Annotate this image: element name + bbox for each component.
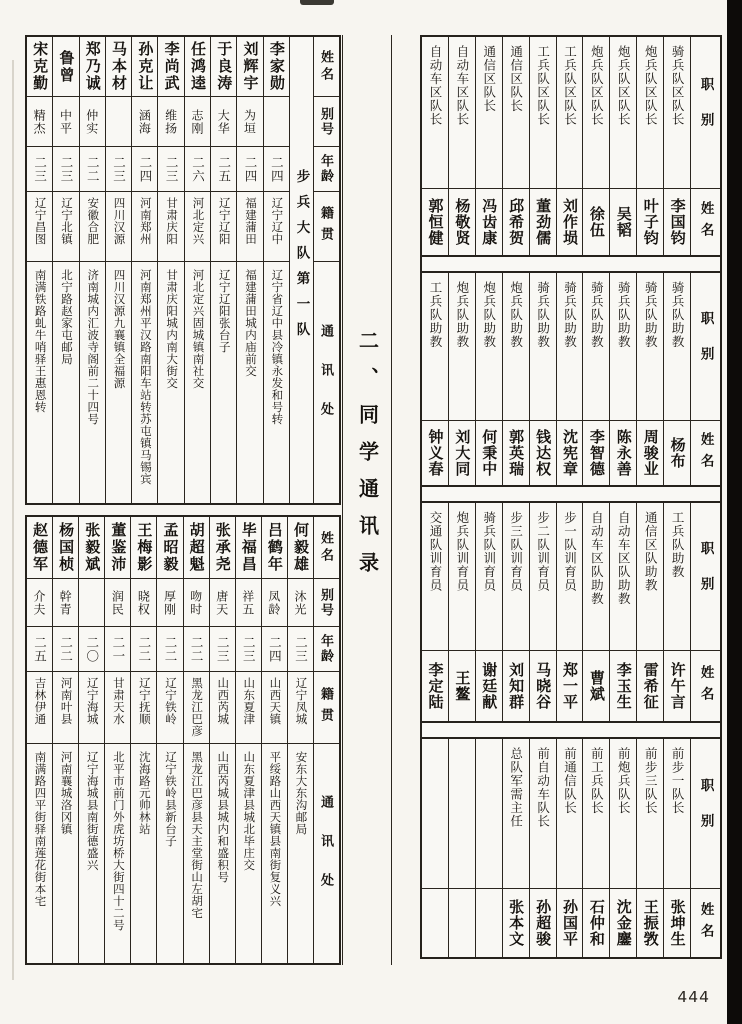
staff-name-cell: 李玉生 (614, 662, 631, 710)
lower-roster-table (25, 515, 341, 965)
person-origin-cell: 山东夏津 (236, 672, 261, 744)
person-age-cell: 二三 (158, 147, 183, 192)
person-column (157, 37, 183, 503)
staff-name-cell (422, 889, 448, 957)
person-column (209, 517, 235, 963)
staff-name-cell: 李定陆 (426, 662, 443, 710)
staff-column (636, 739, 663, 957)
duty-header: 职别 (691, 739, 720, 889)
row-header: 别号 (314, 579, 339, 627)
person-name-cell: 刘辉宇 (237, 37, 262, 97)
person-origin-cell: 辽宁抚顺 (131, 672, 156, 744)
person-alias-cell: 涵海 (132, 97, 157, 147)
person-age-cell: 二二 (184, 627, 209, 672)
person-address-cell: 河南郑州平汉路南阳车站转苏屯镇马锡宾 (138, 269, 151, 485)
person-origin-cell: 山西芮城 (210, 672, 235, 744)
staff-column (529, 37, 556, 255)
staff-column (448, 739, 475, 957)
person-name-cell: 董鉴沛 (105, 517, 130, 579)
staff-column (663, 273, 690, 485)
person-column (236, 37, 262, 503)
person-column (210, 37, 236, 503)
person-column (130, 517, 156, 963)
person-origin-cell: 河南叶县 (53, 672, 78, 744)
staff-column (502, 503, 529, 721)
person-address-cell: 辽宁辽阳张台子 (217, 269, 230, 353)
row-header-column (313, 517, 339, 963)
scan-speck (300, 0, 334, 5)
staff-column (448, 503, 475, 721)
person-age-cell: 二三 (210, 627, 235, 672)
person-age-cell: 二四 (237, 147, 262, 192)
person-age-cell: 二二 (131, 627, 156, 672)
person-name-cell: 王梅影 (131, 517, 156, 579)
person-address-cell: 济南城内汇波寺阁前二十四号 (86, 269, 99, 425)
staff-name-cell: 谢廷献 (480, 662, 497, 710)
person-age-cell: 二二 (157, 627, 182, 672)
row-header: 年龄 (314, 627, 339, 672)
person-address-cell: 安东大东沟邮局 (294, 751, 307, 835)
row-header-column (313, 37, 339, 503)
staff-header-column (690, 503, 720, 721)
staff-duty-cell (449, 739, 475, 889)
staff-duty-cell: 骑兵队训育员 (476, 503, 502, 651)
staff-column (609, 37, 636, 255)
person-name-cell: 张承尧 (210, 517, 235, 579)
staff-name-cell: 孙超骏 (534, 899, 551, 947)
staff-duty-cell (422, 739, 448, 889)
person-name-cell: 杨国桢 (53, 517, 78, 579)
person-origin-cell: 辽宁北镇 (53, 192, 78, 262)
staff-header-column (690, 37, 720, 255)
staff-name-cell: 钟义春 (426, 429, 443, 477)
staff-table (420, 35, 722, 959)
person-column (131, 37, 157, 503)
person-alias-cell (79, 579, 104, 627)
person-address-cell: 沈海路元帅林站 (137, 751, 150, 835)
person-column (27, 517, 52, 963)
staff-duty-cell: 步三队训育员 (503, 503, 529, 651)
staff-header-column (690, 273, 720, 485)
row-header: 姓名 (314, 37, 339, 97)
row-header: 姓名 (314, 517, 339, 579)
staff-column (609, 273, 636, 485)
person-age-cell: 二三 (288, 627, 313, 672)
name-header: 姓名 (698, 200, 714, 244)
staff-duty-cell: 炮兵队区队长 (583, 37, 609, 189)
person-column (184, 37, 210, 503)
person-alias-cell: 晓权 (131, 579, 156, 627)
person-column (79, 37, 105, 503)
person-address-cell: 辽宁铁岭县新台子 (164, 751, 177, 847)
staff-name-cell: 王鳌 (453, 670, 470, 702)
staff-column (663, 503, 690, 721)
person-name-cell: 李家勋 (264, 37, 289, 97)
staff-name-cell: 张坤生 (668, 899, 685, 947)
person-name-cell: 张毅斌 (79, 517, 104, 579)
staff-name-cell: 叶子钧 (641, 198, 658, 246)
person-column (287, 517, 313, 963)
person-name-cell: 宋克勤 (27, 37, 52, 97)
staff-duty-cell: 骑兵队助教 (610, 273, 636, 421)
page-number: 444 (677, 988, 710, 1006)
unit-label: 步兵大队第一队 (294, 169, 310, 348)
staff-section (422, 35, 720, 257)
person-address-cell: 北宁路赵家屯邮局 (59, 269, 72, 365)
staff-column (475, 739, 502, 957)
person-column (183, 517, 209, 963)
staff-column (556, 273, 583, 485)
person-alias-cell (106, 97, 131, 147)
person-age-cell: 二三 (27, 147, 52, 192)
person-column (104, 517, 130, 963)
staff-duty-cell: 骑兵队助教 (583, 273, 609, 421)
staff-column (663, 37, 690, 255)
page-title: 二、同学通讯录 (355, 330, 378, 589)
row-header: 年龄 (314, 147, 339, 192)
person-name-cell: 毕福昌 (236, 517, 261, 579)
person-address-cell: 甘肃庆阳城内南大街交 (165, 269, 178, 389)
person-age-cell: 二〇 (79, 627, 104, 672)
staff-name-cell: 马晓谷 (534, 662, 551, 710)
staff-duty-cell: 炮兵队训育员 (449, 503, 475, 651)
person-age-cell: 二四 (262, 627, 287, 672)
person-address-cell: 南满铁路虬牛哨驿王惠恩转 (33, 269, 46, 413)
staff-column (448, 273, 475, 485)
staff-column (636, 503, 663, 721)
staff-column (529, 739, 556, 957)
staff-duty-cell: 交通队训育员 (422, 503, 448, 651)
person-age-cell: 二三 (106, 147, 131, 192)
person-alias-cell: 仲实 (80, 97, 105, 147)
person-origin-cell: 辽宁辽阳 (211, 192, 236, 262)
staff-column (529, 503, 556, 721)
person-address-cell: 河南襄城洛冈镇 (59, 751, 72, 835)
row-header: 通讯处 (318, 324, 334, 441)
person-age-cell: 二三 (236, 627, 261, 672)
person-age-cell: 二二 (53, 627, 78, 672)
person-origin-cell: 甘肃天水 (105, 672, 130, 744)
staff-duty-cell: 前步一队长 (664, 739, 690, 889)
person-origin-cell: 河北定兴 (185, 192, 210, 262)
staff-name-cell: 李智德 (587, 429, 604, 477)
name-header: 姓名 (698, 664, 714, 708)
person-age-cell: 二二 (80, 147, 105, 192)
staff-duty-cell: 炮兵队助教 (449, 273, 475, 421)
person-age-cell: 二四 (264, 147, 289, 192)
person-alias-cell: 沐光 (288, 579, 313, 627)
staff-name-cell: 李国钧 (668, 198, 685, 246)
name-header: 姓名 (698, 431, 714, 475)
person-alias-cell: 凤龄 (262, 579, 287, 627)
staff-column (582, 37, 609, 255)
person-alias-cell: 中平 (53, 97, 78, 147)
person-name-cell: 于良涛 (211, 37, 236, 97)
staff-column (422, 739, 448, 957)
person-address-cell: 黑龙江巴彦县天主堂街山左胡宅 (190, 751, 203, 919)
person-column (263, 37, 289, 503)
person-alias-cell: 幹青 (53, 579, 78, 627)
row-header: 籍贯 (314, 192, 339, 262)
staff-duty-cell: 自动车区队长 (422, 37, 448, 189)
staff-duty-cell: 通信区队助教 (637, 503, 663, 651)
person-name-cell: 赵德军 (27, 517, 52, 579)
person-alias-cell: 祥五 (236, 579, 261, 627)
staff-name-cell: 董劲儒 (534, 198, 551, 246)
person-alias-cell: 吻时 (184, 579, 209, 627)
person-alias-cell: 润民 (105, 579, 130, 627)
staff-duty-cell: 前自动车队长 (530, 739, 556, 889)
staff-column (556, 503, 583, 721)
duty-header: 职别 (691, 503, 720, 651)
person-column (261, 517, 287, 963)
staff-duty-cell (476, 739, 502, 889)
staff-name-cell: 刘知群 (507, 662, 524, 710)
person-name-cell: 李尚武 (158, 37, 183, 97)
staff-column (475, 503, 502, 721)
staff-column (529, 273, 556, 485)
staff-duty-cell: 步一队训育员 (557, 503, 583, 651)
unit-label-column (289, 37, 313, 503)
upper-roster-table (25, 35, 341, 505)
staff-name-cell: 郭恒健 (426, 198, 443, 246)
staff-column (556, 37, 583, 255)
staff-name-cell: 何秉中 (480, 429, 497, 477)
person-name-cell: 何毅雄 (288, 517, 313, 579)
person-age-cell: 二三 (53, 147, 78, 192)
staff-column (609, 739, 636, 957)
staff-name-cell (449, 889, 475, 957)
person-column (156, 517, 182, 963)
staff-name-cell: 杨敬贤 (453, 198, 470, 246)
staff-name-cell: 许午言 (668, 662, 685, 710)
person-origin-cell: 黑龙江巴彦 (184, 672, 209, 744)
staff-column (556, 739, 583, 957)
person-address-cell: 平绥路山西天镇县南街复义兴 (268, 751, 281, 907)
duty-header: 职别 (691, 273, 720, 421)
staff-column (422, 273, 448, 485)
person-address-cell: 辽宁省辽中县冷镇永发和号转 (270, 269, 283, 425)
staff-duty-cell: 自动车区队助教 (610, 503, 636, 651)
staff-section (422, 271, 720, 487)
staff-header-column (690, 739, 720, 957)
person-origin-cell: 辽宁昌图 (27, 192, 52, 262)
person-address-cell: 山东夏津县城北毕庄交 (242, 751, 255, 871)
scan-dark-edge (727, 0, 742, 1024)
staff-column (502, 273, 529, 485)
staff-name-cell: 张本文 (507, 899, 524, 947)
staff-name-cell: 王振敩 (641, 899, 658, 947)
person-origin-cell: 福建蒲田 (237, 192, 262, 262)
staff-name-cell: 刘大同 (453, 429, 470, 477)
person-alias-cell: 志刚 (185, 97, 210, 147)
row-header: 籍贯 (314, 672, 339, 744)
person-alias-cell (264, 97, 289, 147)
person-origin-cell: 安徽合肥 (80, 192, 105, 262)
staff-column (475, 273, 502, 485)
staff-duty-cell: 工兵队区队长 (557, 37, 583, 189)
staff-duty-cell: 骑兵队助教 (530, 273, 556, 421)
staff-column (475, 37, 502, 255)
staff-name-cell: 冯齿康 (480, 198, 497, 246)
staff-duty-cell: 通信区队长 (503, 37, 529, 189)
person-column (105, 37, 131, 503)
staff-column (422, 503, 448, 721)
person-address-cell: 辽宁海城县南街德盛兴 (85, 751, 98, 871)
person-origin-cell: 河南郑州 (132, 192, 157, 262)
staff-name-cell: 陈永善 (614, 429, 631, 477)
staff-name-cell: 曹斌 (587, 670, 604, 702)
title-column (342, 35, 392, 965)
person-address-cell: 四川汉源九襄镇全福源 (112, 269, 125, 389)
staff-column (582, 503, 609, 721)
person-origin-cell: 辽宁海城 (79, 672, 104, 744)
staff-name-cell: 周骏业 (641, 429, 658, 477)
staff-name-cell: 钱达权 (534, 429, 551, 477)
staff-duty-cell: 骑兵队区队长 (664, 37, 690, 189)
row-header: 别号 (314, 97, 339, 147)
staff-name-cell: 郭英瑞 (507, 429, 524, 477)
person-name-cell: 胡超魁 (184, 517, 209, 579)
staff-column (609, 503, 636, 721)
staff-duty-cell: 前通信队长 (557, 739, 583, 889)
person-alias-cell: 介夫 (27, 579, 52, 627)
person-age-cell: 二五 (27, 627, 52, 672)
staff-column (502, 37, 529, 255)
person-origin-cell: 吉林伊通 (27, 672, 52, 744)
staff-duty-cell: 工兵队助教 (664, 503, 690, 651)
staff-duty-cell: 工兵队助教 (422, 273, 448, 421)
person-name-cell: 鲁曾 (53, 37, 78, 97)
person-column (235, 517, 261, 963)
staff-duty-cell: 炮兵队区队长 (637, 37, 663, 189)
row-header: 通讯处 (319, 795, 335, 912)
person-name-cell: 马本材 (106, 37, 131, 97)
staff-column (502, 739, 529, 957)
staff-duty-cell: 前步三队长 (637, 739, 663, 889)
person-name-cell: 郑乃诚 (80, 37, 105, 97)
staff-name-cell (476, 889, 502, 957)
person-alias-cell: 厚刚 (157, 579, 182, 627)
staff-name-cell: 沈金鏖 (614, 899, 631, 947)
person-name-cell: 孙克让 (132, 37, 157, 97)
staff-name-cell: 雷希征 (641, 662, 658, 710)
staff-name-cell: 吴韬 (614, 206, 631, 238)
name-header: 姓名 (698, 901, 714, 945)
person-age-cell: 二四 (132, 147, 157, 192)
person-alias-cell: 维扬 (158, 97, 183, 147)
staff-duty-cell: 自动车区队长 (449, 37, 475, 189)
staff-name-cell: 郑一平 (560, 662, 577, 710)
person-column (27, 37, 52, 503)
staff-column (422, 37, 448, 255)
staff-name-cell: 徐伍 (587, 206, 604, 238)
person-address-cell: 河北定兴固城镇南社交 (191, 269, 204, 389)
person-age-cell: 二五 (211, 147, 236, 192)
person-origin-cell: 山西天镇 (262, 672, 287, 744)
staff-name-cell: 邱希贺 (507, 198, 524, 246)
staff-duty-cell: 前工兵队长 (583, 739, 609, 889)
staff-name-cell: 孙国平 (560, 899, 577, 947)
staff-column (663, 739, 690, 957)
person-address-cell: 南满路四平街驿南莲花街本宅 (33, 751, 46, 907)
staff-duty-cell: 炮兵队助教 (476, 273, 502, 421)
person-address-cell: 山西芮城县城内和盛积号 (216, 751, 229, 883)
person-origin-cell: 辽宁铁岭 (157, 672, 182, 744)
person-column (52, 517, 78, 963)
person-origin-cell: 四川汉源 (106, 192, 131, 262)
staff-duty-cell: 自动车区队助教 (583, 503, 609, 651)
staff-name-cell: 沈宪章 (560, 429, 577, 477)
staff-name-cell: 杨布 (668, 437, 685, 469)
person-origin-cell: 甘肃庆阳 (158, 192, 183, 262)
staff-duty-cell: 骑兵队助教 (637, 273, 663, 421)
person-alias-cell: 大华 (211, 97, 236, 147)
staff-section (422, 501, 720, 723)
staff-duty-cell: 炮兵队助教 (503, 273, 529, 421)
person-origin-cell: 辽宁辽中 (264, 192, 289, 262)
person-alias-cell: 唐天 (210, 579, 235, 627)
person-age-cell: 二一 (105, 627, 130, 672)
staff-duty-cell: 炮兵队区队长 (610, 37, 636, 189)
staff-column (582, 273, 609, 485)
staff-section (422, 737, 720, 959)
person-origin-cell: 辽宁凤城 (288, 672, 313, 744)
staff-name-cell: 石仲和 (587, 899, 604, 947)
staff-duty-cell: 步二队训育员 (530, 503, 556, 651)
staff-duty-cell: 前炮兵队长 (610, 739, 636, 889)
person-name-cell: 任鸿逵 (185, 37, 210, 97)
scan-gutter-shadow (12, 60, 14, 980)
staff-column (636, 37, 663, 255)
staff-duty-cell: 骑兵队助教 (664, 273, 690, 421)
person-alias-cell: 为垣 (237, 97, 262, 147)
person-column (78, 517, 104, 963)
person-name-cell: 孟昭毅 (157, 517, 182, 579)
staff-column (636, 273, 663, 485)
person-alias-cell: 精杰 (27, 97, 52, 147)
duty-header: 职别 (691, 37, 720, 189)
person-column (52, 37, 78, 503)
person-age-cell: 二六 (185, 147, 210, 192)
staff-duty-cell: 工兵队区队长 (530, 37, 556, 189)
staff-duty-cell: 通信区队长 (476, 37, 502, 189)
person-name-cell: 吕鹤年 (262, 517, 287, 579)
staff-duty-cell: 总队军需主任 (503, 739, 529, 889)
person-address-cell: 福建蒲田城内庙前交 (244, 269, 257, 377)
staff-column (582, 739, 609, 957)
person-address-cell: 北平市前门外虎坊桥大街四十二号 (111, 751, 124, 931)
staff-column (448, 37, 475, 255)
staff-duty-cell: 骑兵队助教 (557, 273, 583, 421)
staff-name-cell: 刘作埙 (560, 198, 577, 246)
